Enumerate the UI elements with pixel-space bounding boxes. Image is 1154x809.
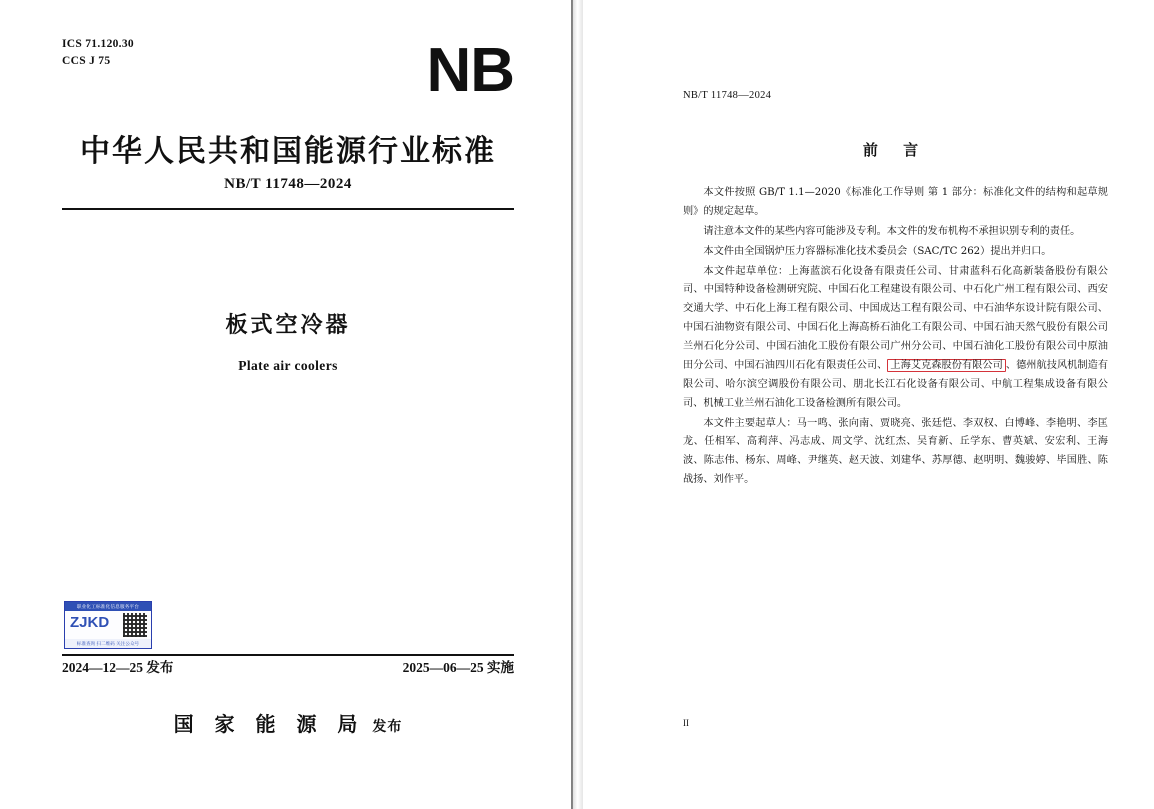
document-title-cn: 板式空冷器 <box>225 312 351 338</box>
foreword-title: 前 言 <box>862 141 929 159</box>
watermark-bottom-text: 标准查询 扫二维码 关注公众号 <box>65 639 151 649</box>
foreword-page <box>572 0 1154 809</box>
page-number: II <box>683 718 689 728</box>
foreword-paragraph: 本文件由全国锅炉压力容器标准化技术委员会（SAC/TC 262）提出并归口。 <box>703 245 1052 257</box>
highlighted-company: 上海艾克森股份有限公司 <box>887 359 1005 372</box>
cover-content <box>62 36 514 736</box>
drafting-units-post: 、德州航技风机制造有限公司、哈尔滨空调股份有限公司、朋北长江石化设备有限公司、中航工程集成设备有限公司、机械工业兰州石油化工设备检测所有限公司。 <box>683 359 1109 409</box>
date-row <box>62 656 514 676</box>
nb-logo: NB <box>426 36 514 105</box>
cover-page <box>0 0 572 809</box>
drafters-paragraph: 本文件主要起草人：马一鸣、张向南、贾晓亮、张廷恺、李双权、白博峰、李艳明、李匡龙、任相军、高莉萍、冯志成、周文学、沈红杰、吴育新、丘学东、曹英斌、安宏利、王海波、陈志伟、杨东、周峰、尹继英、赵天波、刘建华、苏厚德、赵明明、魏骏婷、毕国胜、陈战扬、刘作平。 <box>683 417 1108 486</box>
watermark-top-text: 职业化工标准化信息服务平台 <box>65 602 151 611</box>
ics-code: ICS 71.120.30 <box>62 38 134 50</box>
issuer-org: 国 家 能 源 局 <box>173 712 365 736</box>
page-header: NB/T 11748—2024 <box>683 90 772 101</box>
standard-title: 中华人民共和国能源行业标准 <box>80 134 496 169</box>
standard-number: NB/T 11748—2024 <box>224 176 352 192</box>
foreword-paragraph: 请注意本文件的某些内容可能涉及专利。本文件的发布机构不承担识别专利的责任。 <box>703 225 1081 237</box>
document-title-en: Plate air coolers <box>238 358 338 373</box>
divider-top <box>62 208 514 210</box>
qr-code-icon <box>123 613 147 637</box>
foreword-body <box>683 184 1108 490</box>
foreword-content <box>683 90 1108 491</box>
watermark-stamp <box>64 601 152 649</box>
ccs-code: CCS J 75 <box>62 54 111 67</box>
foreword-paragraph: 本文件按照 GB/T 1.1—2020《标准化工作导则 第 1 部分：标准化文件的结构和起草规则》的规定起草。 <box>683 187 1108 217</box>
watermark-body <box>65 611 151 639</box>
watermark-brand: ZJKD <box>70 614 110 631</box>
implement-date: 2025—06—25 实施 <box>402 660 514 675</box>
issue-date: 2024—12—25 发布 <box>62 660 174 675</box>
drafting-units-paragraph <box>683 263 1108 414</box>
issuer-block <box>62 708 514 737</box>
drafting-units-pre: 本文件起草单位：上海蓝滨石化设备有限责任公司、甘肃蓝科石化高新装备股份有限公司、中国特种设备检测研究院、中国石化工程建设有限公司、中石化广州工程有限公司、西安交通大学、中石化上海工程有限公司、中国成达工程有限公司、中石油华东设计院有限公司、中国石油物资有限公司、中国石化上海高桥石油化工有限公司、中国石油天然气股份有限公司兰州石化分公司、中国石油化工股份有限公司广州分公司、中国石油化工股份有限公司中原油田分公司、中国石油四川石化有限责任公司、 <box>683 265 1108 371</box>
issuer-verb: 发布 <box>372 719 403 735</box>
